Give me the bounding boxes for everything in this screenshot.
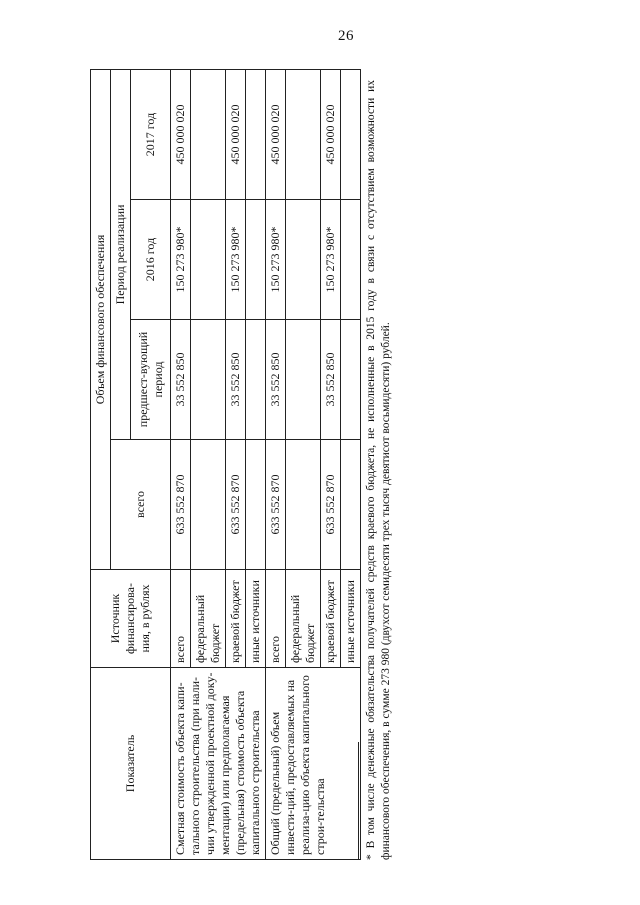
year-2016-cell: 150 273 980* <box>266 200 286 320</box>
year-2017-cell <box>286 69 321 199</box>
previous-period-cell <box>246 320 266 440</box>
header-indicator: Показатель <box>91 668 171 860</box>
year-2016-cell <box>246 200 266 320</box>
total-cell: 633 552 870 <box>321 440 341 570</box>
page-number: 26 <box>338 28 354 44</box>
total-cell: 633 552 870 <box>226 440 246 570</box>
header-year-2016: 2016 год <box>131 200 171 320</box>
year-2017-cell <box>246 69 266 199</box>
year-2016-cell <box>191 200 226 320</box>
header-previous-period: предшест-вующий период <box>131 320 171 440</box>
year-2017-cell: 450 000 020 <box>321 69 341 199</box>
source-cell: всего <box>266 570 286 668</box>
source-cell: краевой бюджет <box>321 570 341 668</box>
year-2016-cell <box>286 200 321 320</box>
table-body <box>171 69 361 859</box>
previous-period-cell: 33 552 850 <box>266 320 286 440</box>
year-2016-cell <box>341 200 361 320</box>
total-cell <box>286 440 321 570</box>
source-cell: иные источники <box>341 570 361 668</box>
source-cell: федеральный бюджет <box>191 570 226 668</box>
header-total: всего <box>111 440 171 570</box>
source-cell: всего <box>171 570 191 668</box>
total-cell <box>246 440 266 570</box>
rotated-landscape-content <box>90 70 390 860</box>
year-2017-cell <box>341 69 361 199</box>
previous-period-cell: 33 552 850 <box>226 320 246 440</box>
year-2016-cell: 150 273 980* <box>226 200 246 320</box>
year-2017-cell: 450 000 020 <box>226 69 246 199</box>
total-cell <box>341 440 361 570</box>
indicator-cell: Сметная стоимость объекта капи-тального строительства (при нали-чии утвержденной проектной доку-ментации) или предполагаемая (предельная) стоимость объекта капитального строительства <box>171 668 266 860</box>
header-year-2017: 2017 год <box>131 69 171 199</box>
header-source: Источник финансирова-ния, в рублях <box>91 570 171 668</box>
year-2017-cell <box>191 69 226 199</box>
header-financial-volume: Объем финансового обеспечения <box>91 69 111 569</box>
table-row <box>266 69 286 859</box>
previous-period-cell <box>286 320 321 440</box>
previous-period-cell <box>341 320 361 440</box>
year-2016-cell: 150 273 980* <box>171 200 191 320</box>
header-implementation-period: Период реализации <box>111 69 131 439</box>
total-cell <box>191 440 226 570</box>
indicator-cell: Общий (предельный) объем инвести-ций, предоставляемых на реализа-цию объекта капитального строи-тельства <box>266 668 361 860</box>
year-2016-cell: 150 273 980* <box>321 200 341 320</box>
source-cell: федеральный бюджет <box>286 570 321 668</box>
year-2017-cell: 450 000 020 <box>266 69 286 199</box>
financing-table <box>90 69 361 860</box>
table-row <box>171 69 191 859</box>
source-cell: краевой бюджет <box>226 570 246 668</box>
source-cell: иные источники <box>246 570 266 668</box>
total-cell: 633 552 870 <box>171 440 191 570</box>
footnote: * В том числе денежные обязательства получателей средств краевого бюджета, не исполненные в 2015 году в связи с отсутствием возможности их финансового обеспечения, в сумме 273 980 (двухсот семидесяти трех тысяч девятисот восьмидесяти) рублей. <box>365 80 392 860</box>
total-cell: 633 552 870 <box>266 440 286 570</box>
footnote-separator <box>358 742 359 860</box>
previous-period-cell: 33 552 850 <box>321 320 341 440</box>
previous-period-cell: 33 552 850 <box>171 320 191 440</box>
previous-period-cell <box>191 320 226 440</box>
year-2017-cell: 450 000 020 <box>171 69 191 199</box>
